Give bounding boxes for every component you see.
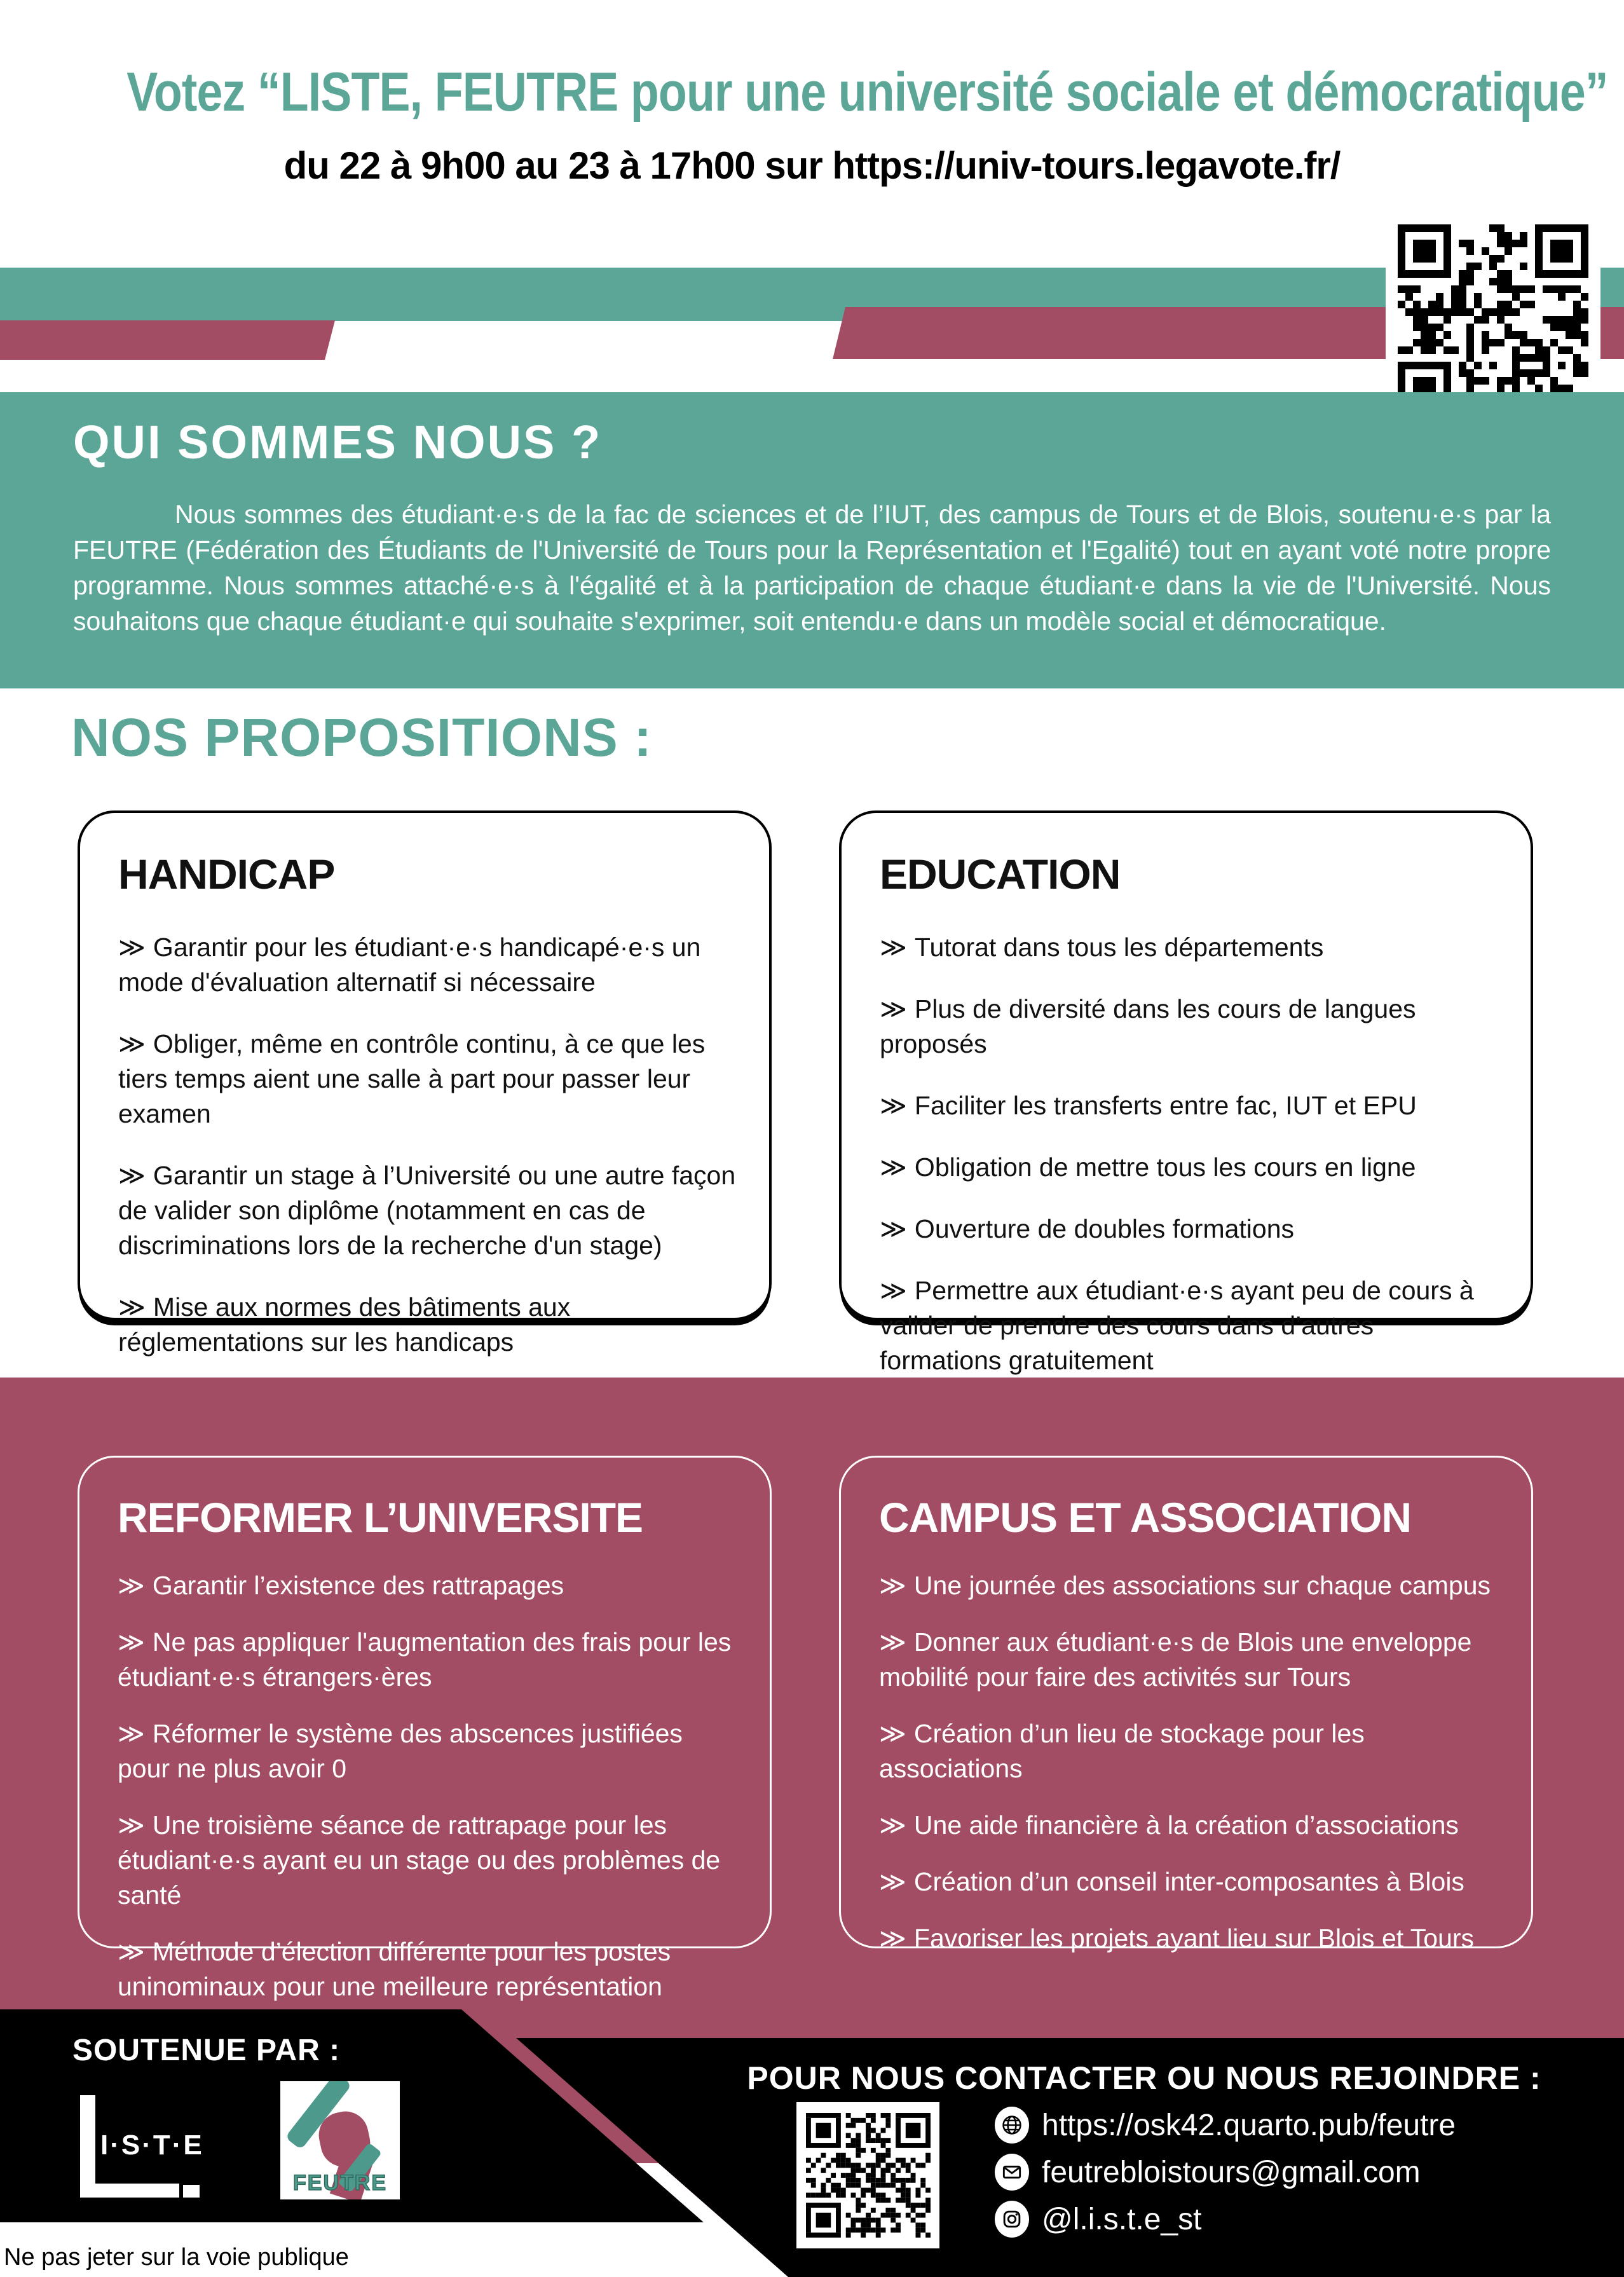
proposition-item [118, 1290, 739, 1360]
email-icon [995, 2154, 1029, 2191]
proposition-item [880, 930, 1500, 965]
supported-by-label: SOUTENUE PAR : [72, 2034, 341, 2067]
proposition-text: Création d’un lieu de stockage pour les associations [879, 1719, 1365, 1783]
contact-row-instagram [995, 2199, 1456, 2239]
chevron-bullet-icon: ≫ [118, 933, 146, 962]
globe-icon [995, 2107, 1029, 2144]
chevron-bullet-icon: ≫ [118, 1937, 145, 1966]
proposition-text: Ne pas appliquer l'augmentation des frais pour les étudiant·e·s étrangers·ères [118, 1627, 732, 1692]
proposition-item [880, 1212, 1500, 1247]
qr-code-image [806, 2113, 931, 2238]
proposition-text: Garantir l’existence des rattrapages [152, 1571, 564, 1600]
proposition-item [880, 992, 1500, 1062]
contact-row-website [995, 2105, 1456, 2145]
card-title: EDUCATION [880, 851, 1121, 898]
chevron-bullet-icon: ≫ [880, 1091, 907, 1120]
proposition-item [879, 1864, 1503, 1899]
chevron-bullet-icon: ≫ [879, 1719, 906, 1748]
card-title: CAMPUS ET ASSOCIATION [879, 1494, 1412, 1541]
chevron-bullet-icon: ≫ [118, 1029, 146, 1058]
maroon-stripe-left [0, 320, 343, 360]
disposal-note: Ne pas jeter sur la voie publique [4, 2244, 349, 2271]
proposition-item [118, 930, 739, 1000]
instagram-icon [995, 2201, 1029, 2238]
footer [0, 1990, 1624, 2277]
proposition-text: Donner aux étudiant·e·s de Blois une enveloppe mobilité pour faire des activités sur Tours [879, 1627, 1472, 1692]
contact-rows [995, 2105, 1456, 2246]
proposition-text: Favoriser les projets ayant lieu sur Blois et Tours [913, 1924, 1475, 1953]
card-education [839, 810, 1533, 1375]
contact-heading: POUR NOUS CONTACTER OU NOUS REJOINDRE : [747, 2060, 1541, 2096]
proposition-text: Une journée des associations sur chaque campus [913, 1571, 1491, 1600]
chevron-bullet-icon: ≫ [879, 1924, 906, 1953]
card-items [118, 1568, 742, 2004]
proposition-text: Une aide financière à la création d’associations [913, 1810, 1459, 1840]
who-section [0, 392, 1624, 688]
proposition-text: Plus de diversité dans les cours de langues proposés [880, 994, 1416, 1058]
chevron-bullet-icon: ≫ [880, 1276, 907, 1305]
proposition-item [118, 1716, 742, 1786]
chevron-bullet-icon: ≫ [879, 1867, 906, 1896]
propositions-heading: NOS PROPOSITIONS : [71, 708, 653, 767]
liste-logo-text: I·S·T·E [100, 2130, 204, 2161]
chevron-bullet-icon: ≫ [118, 1292, 146, 1322]
card-campus-association [839, 1456, 1533, 1953]
proposition-item [879, 1921, 1503, 1956]
proposition-text: Obligation de mettre tous les cours en ligne [914, 1152, 1416, 1182]
proposition-text: Création d’un conseil inter-composantes à Blois [913, 1867, 1464, 1896]
chevron-bullet-icon: ≫ [118, 1627, 145, 1657]
card-items [880, 930, 1500, 1378]
feutre-logo-text: FEUTRE [293, 2171, 387, 2195]
proposition-item [118, 1158, 739, 1263]
chevron-bullet-icon: ≫ [879, 1810, 906, 1840]
proposition-text: Garantir pour les étudiant·e·s handicapé·e·s un mode d'évaluation alternatif si nécessaire [118, 933, 701, 997]
contact-row-email [995, 2152, 1456, 2192]
proposition-text: Permettre aux étudiant·e·s ayant peu de cours à valider de prendre des cours dans d’autres formations gratuitement [880, 1276, 1474, 1375]
proposition-item [118, 1568, 742, 1603]
chevron-bullet-icon: ≫ [880, 994, 907, 1023]
card-title: HANDICAP [118, 851, 335, 898]
liste-logo-dot [183, 2185, 200, 2198]
chevron-bullet-icon: ≫ [880, 1214, 907, 1243]
proposition-item [879, 1716, 1503, 1786]
proposition-text: Obliger, même en contrôle continu, à ce que les tiers temps aient une salle à part pour passer leur examen [118, 1029, 706, 1128]
website-link[interactable]: https://osk42.quarto.pub/feutre [1042, 2108, 1456, 2142]
proposition-item [880, 1088, 1500, 1123]
proposition-text: Mise aux normes des bâtiments aux réglementations sur les handicaps [118, 1292, 571, 1357]
proposition-item [879, 1568, 1503, 1603]
chevron-bullet-icon: ≫ [880, 933, 907, 962]
who-heading: QUI SOMMES NOUS ? [73, 416, 603, 468]
card-title: REFORMER L’UNIVERSITE [118, 1494, 643, 1541]
proposition-item [880, 1150, 1500, 1185]
chevron-bullet-icon: ≫ [118, 1571, 145, 1600]
card-handicap [78, 810, 772, 1357]
who-paragraph: Nous sommes des étudiant·e·s de la fac de sciences et de l’IUT, des campus de Tours et de Blois, soutenu·e·s par la FEUTRE (Fédération des Étudiants de l'Université de Tours pour la Représentation et l'Egalité) tout en ayant voté notre propre programme. Nous sommes attaché·e·s à l'égalité et à la participation de chaque étudiant·e dans la vie de l'Université. Nous souhaitons que chaque étudiant·e qui souhaite s'exprimer, soit entendu·e dans un modèle social et démocratique. [73, 500, 1551, 636]
proposition-item [118, 1027, 739, 1132]
proposition-item [118, 1808, 742, 1913]
chevron-bullet-icon: ≫ [880, 1152, 907, 1182]
proposition-item [880, 1273, 1500, 1378]
card-reformer-universite [78, 1456, 772, 2001]
proposition-text: Garantir un stage à l’Université ou une autre façon de valider son diplôme (notamment en cas de discriminations lors de la recherche d'un stage) [118, 1161, 736, 1260]
vote-dates-subtitle: du 22 à 9h00 au 23 à 17h00 sur https://univ-tours.legavote.fr/ [283, 144, 1341, 187]
proposition-text: Faciliter les transferts entre fac, IUT et EPU [914, 1091, 1417, 1120]
proposition-text: Une troisième séance de rattrapage pour les étudiant·e·s ayant eu un stage ou des problèmes de santé [118, 1810, 721, 1910]
chevron-bullet-icon: ≫ [118, 1810, 145, 1840]
card-items [118, 930, 739, 1360]
proposition-text: Ouverture de doubles formations [914, 1214, 1295, 1243]
card-items [879, 1568, 1503, 1956]
proposition-text: Méthode d’élection différente pour les postes uninominaux pour une meilleure représentation [118, 1937, 671, 2001]
instagram-handle[interactable]: @l.i.s.t.e_st [1042, 2202, 1202, 2236]
chevron-bullet-icon: ≫ [879, 1627, 906, 1657]
liste-logo [75, 2091, 208, 2203]
liste-logo-stem [80, 2095, 95, 2192]
email-link[interactable]: feutrebloistours@gmail.com [1042, 2155, 1421, 2189]
chevron-bullet-icon: ≫ [118, 1719, 145, 1748]
proposition-text: Réformer le système des abscences justifiées pour ne plus avoir 0 [118, 1719, 683, 1783]
chevron-bullet-icon: ≫ [879, 1571, 906, 1600]
qr-code-contact [796, 2102, 939, 2248]
chevron-bullet-icon: ≫ [118, 1161, 146, 1190]
proposition-item [879, 1625, 1503, 1695]
proposition-text: Tutorat dans tous les départements [914, 933, 1324, 962]
liste-logo-foot [80, 2184, 179, 2198]
feutre-logo [280, 2081, 400, 2199]
proposition-item [118, 1625, 742, 1695]
qr-code-image [1398, 224, 1588, 415]
page-title: Votez “LISTE, FEUTRE pour une université sociale et démocratique” [126, 62, 1608, 123]
proposition-item [879, 1808, 1503, 1843]
